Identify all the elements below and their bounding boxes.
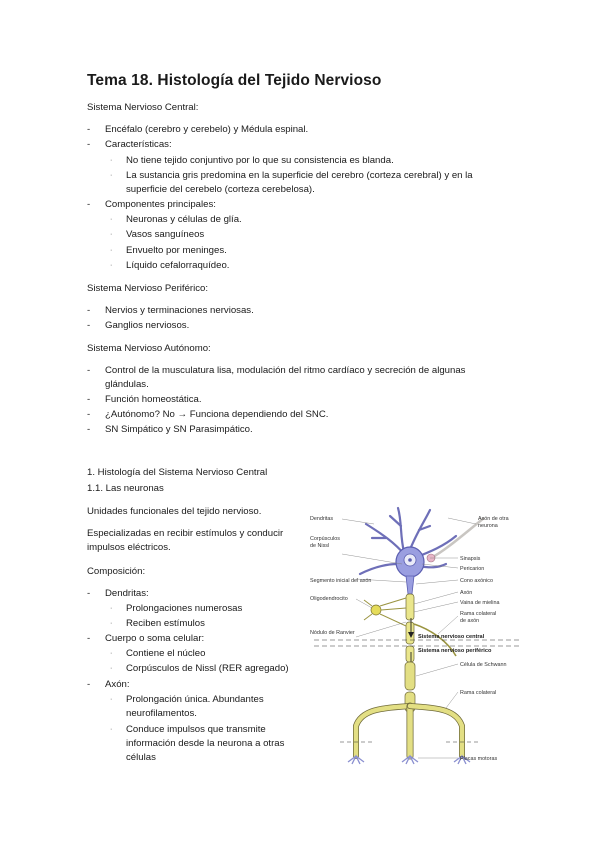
list-item: Componentes principales: [105, 199, 216, 210]
list-item-continued: glándulas. [105, 379, 149, 390]
list-item: Control de la musculatura lisa, modulación del ritmo cardíaco y secreción de algunas [105, 365, 466, 376]
sna-heading: Sistema Nervioso Autónomo: [87, 343, 211, 354]
list-item: Envuelto por meninges. [126, 245, 227, 256]
label-schwann: Célula de Schwann [460, 662, 507, 668]
bullet-dot: · [110, 650, 113, 657]
bullet-dash: - [87, 633, 91, 644]
bullet-dash: - [87, 588, 91, 599]
list-item: Dendritas: [105, 588, 149, 599]
label-axon-otra-1: Axón de otra [478, 516, 509, 522]
bullet-dot: · [110, 665, 113, 672]
label-ranvier: Nódulo de Ranvier [310, 630, 355, 636]
label-cono: Cono axónico [460, 578, 493, 584]
bullet-dash: - [87, 320, 91, 331]
list-item: SN Simpático y SN Parasimpático. [105, 424, 253, 435]
bullet-dash: - [87, 409, 91, 420]
list-item: Encéfalo (cerebro y cerebelo) y Médula espinal. [105, 124, 309, 135]
motor-plates [348, 756, 470, 764]
list-item-continued: neurofilamentos. [126, 708, 197, 719]
list-item: No tiene tejido conjuntivo por lo que su consistencia es blanda. [126, 155, 394, 166]
label-sinapsis: Sinapsis [460, 556, 481, 562]
subsection-heading: 1.1. Las neuronas [87, 483, 164, 494]
list-item: Axón: [105, 679, 130, 690]
bullet-dot: · [110, 620, 113, 627]
bullet-dot: · [110, 696, 113, 703]
bullet-dot: · [110, 726, 113, 733]
list-item: Cuerpo o soma celular: [105, 633, 205, 644]
list-item: Conduce impulsos que transmite [126, 724, 266, 735]
paragraph: Unidades funcionales del tejido nervioso. [87, 506, 262, 517]
section-heading: 1. Histología del Sistema Nervioso Central [87, 467, 268, 478]
list-item: Vasos sanguíneos [126, 229, 205, 240]
label-snp: Sistema nervioso periférico [418, 648, 492, 654]
label-pericarion: Pericarion [460, 566, 485, 572]
snp-heading: Sistema Nervioso Periférico: [87, 283, 209, 294]
list-item-continued: células [126, 752, 156, 763]
label-axon: Axón [460, 590, 473, 596]
label-dendritas: Dendritas [310, 516, 334, 522]
bullet-dot: · [110, 157, 113, 164]
bullet-dot: · [110, 216, 113, 223]
axon-branches [356, 706, 462, 756]
list-item: Contiene el núcleo [126, 648, 206, 659]
bullet-dash: - [87, 199, 91, 210]
list-item: La sustancia gris predomina en la superficie del cerebro (corteza cerebral) y en la [126, 170, 473, 181]
list-item: Prolongación única. Abundantes [126, 694, 264, 705]
label-rama-colateral: Rama colateral [460, 690, 497, 696]
bullet-dot: · [110, 231, 113, 238]
bullet-dash: - [87, 365, 91, 376]
bullet-dash: - [87, 394, 91, 405]
neuron-diagram [306, 494, 528, 780]
label-corpusculos: Corpúsculos [310, 536, 340, 542]
list-item: Nervios y terminaciones nerviosas. [105, 305, 254, 316]
list-item: Neuronas y células de glía. [126, 214, 242, 225]
list-item: Ganglios nerviosos. [105, 320, 190, 331]
label-snc: Sistema nervioso central [418, 634, 485, 640]
label-nissl: de Nissl [310, 543, 330, 549]
label-axon-otra-2: neurona [478, 523, 498, 529]
label-rama-colateral-2: de axón [460, 618, 480, 624]
oligodendrocyte [364, 598, 406, 626]
bullet-dash: - [87, 139, 91, 150]
list-item-continued: superficie del cerebelo (corteza cerebelosa). [126, 184, 315, 195]
list-item: Reciben estímulos [126, 618, 205, 629]
list-item-continued: información desde la neurona a otras [126, 738, 285, 749]
list-item: Corpúsculos de Nissl (RER agregado) [126, 663, 289, 674]
bullet-dash: - [87, 424, 91, 435]
label-segmento: Segmento inicial del axón [310, 578, 372, 584]
page-title: Tema 18. Histología del Tejido Nervioso [87, 72, 382, 89]
list-item: Líquido cefalorraquídeo. [126, 260, 230, 271]
bullet-dot: · [110, 172, 113, 179]
list-item: Características: [105, 139, 172, 150]
label-placas: Placas motoras [460, 756, 498, 762]
label-vaina: Vaina de mielina [460, 600, 500, 606]
paragraph: impulsos eléctricos. [87, 542, 171, 553]
label-oligodendrocito: Oligodendrocito [310, 596, 348, 602]
bullet-dot: · [110, 262, 113, 269]
myelin-sheath [406, 594, 414, 662]
list-item: Función homeostática. [105, 394, 202, 405]
bullet-dash: - [87, 679, 91, 690]
bullet-dash: - [87, 305, 91, 316]
label-rama-colateral-1: Rama colateral [460, 611, 497, 617]
list-item: ¿Autónomo? No → Funciona dependiendo del SNC. [105, 409, 329, 420]
list-item: Prolongaciones numerosas [126, 603, 243, 614]
paragraph: Especializadas en recibir estímulos y conducir [87, 528, 284, 539]
bullet-dash: - [87, 124, 91, 135]
bullet-dot: · [110, 247, 113, 254]
snc-heading: Sistema Nervioso Central: [87, 102, 199, 113]
bullet-dot: · [110, 605, 113, 612]
composition-heading: Composición: [87, 566, 146, 577]
